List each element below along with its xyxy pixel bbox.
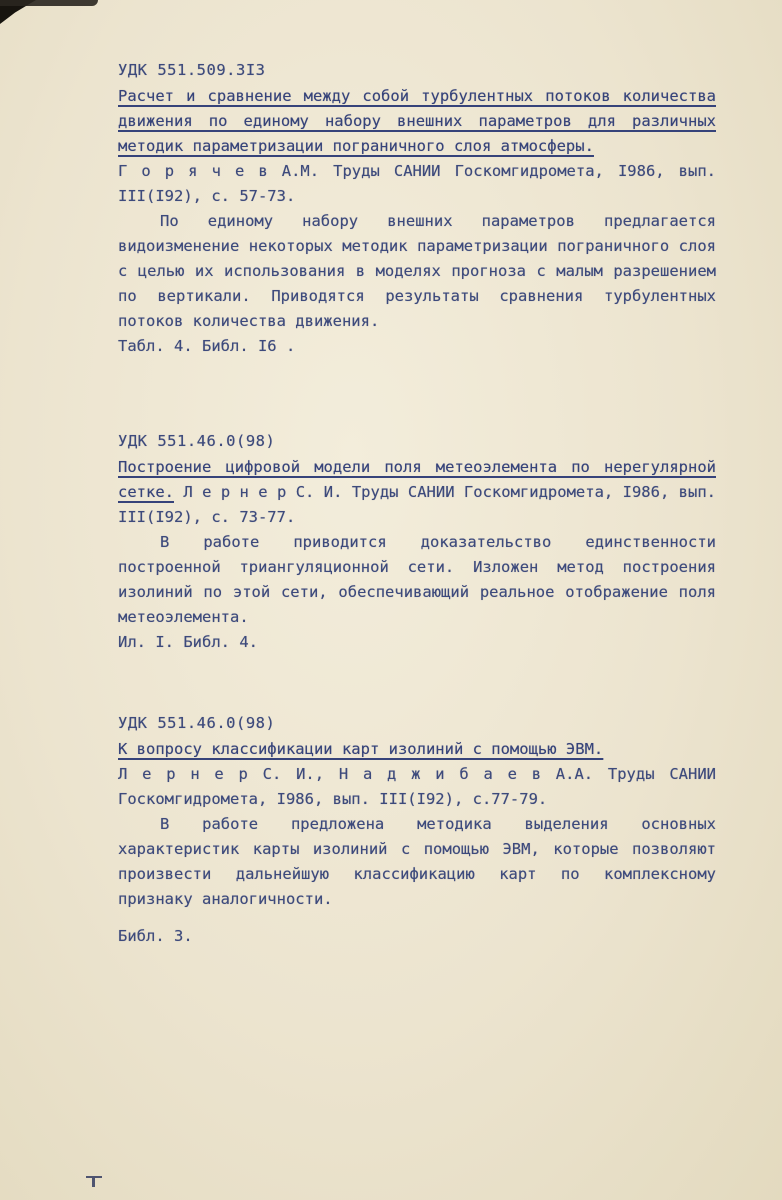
entry-title-text: Расчет и сравнение между собой турбулентных потоков количества движения по единому набору внешних параметров для различных методик параметризации пограничного слоя атмосферы. (118, 87, 716, 155)
entry-title-authors (118, 455, 716, 530)
scan-artifact-corner (0, 0, 36, 24)
entry-title (118, 737, 716, 762)
entry-authors: Г о р я ч е в А.М. Труды САНИИ Госкомгидромета, I986, вып. III(I92), с. 57-73. (118, 162, 716, 205)
abstracts-list (118, 58, 716, 949)
udk-code: УДК 551.46.0(98) (118, 432, 276, 450)
entry-title-text: К вопросу классификации карт изолиний с помощью ЭВМ. (118, 740, 604, 758)
udk-code: УДК 551.46.0(98) (118, 714, 276, 732)
entry-abstract: В работе предложена методика выделения основных характеристик карты изолиний с помощью ЭВМ, которые позволяют произвести дальнейшую классификацию карт по комплексному признаку аналогичности. (118, 815, 716, 908)
entry-authors-text: Л е р н е р С. И. Труды САНИИ Госкомгидромета, I986, вып. III(I92), с. 73-77. (118, 483, 716, 526)
scan-artifact-bottom-mark (86, 1176, 102, 1189)
entry-stats: Ил. I. Библ. 4. (118, 633, 258, 651)
entry-stats: Табл. 4. Библ. I6 . (118, 337, 296, 355)
entry-abstract: В работе приводится доказательство единственности построенной триангуляционной сети. Изложен метод построения изолиний по этой сети, обеспечивающий реальное отображение поля метеоэлемента. (118, 533, 716, 626)
abstract-entry-1 (118, 58, 716, 359)
entry-title-text: Построение цифровой модели поля метеоэлемента по нерегулярной сетке. (118, 458, 716, 501)
scan-artifact-top-edge (0, 0, 98, 6)
entry-title (118, 84, 716, 159)
abstract-entry-2 (118, 429, 716, 655)
abstract-entry-3 (118, 711, 716, 949)
entry-stats: Библ. 3. (118, 927, 193, 945)
entry-authors: Л е р н е р С. И., Н а д ж и б а е в А.А. Труды САНИИ Госкомгидромета, I986, вып. III(I92), с.77-79. (118, 765, 716, 808)
udk-code: УДК 551.509.3I3 (118, 61, 266, 79)
entry-abstract: По единому набору внешних параметров предлагается видоизменение некоторых методик параметризации пограничного слоя с целью их использования в моделях прогноза с малым разрешением по вертикали. Приводятся результаты сравнения турбулентных потоков количества движения. (118, 212, 716, 330)
